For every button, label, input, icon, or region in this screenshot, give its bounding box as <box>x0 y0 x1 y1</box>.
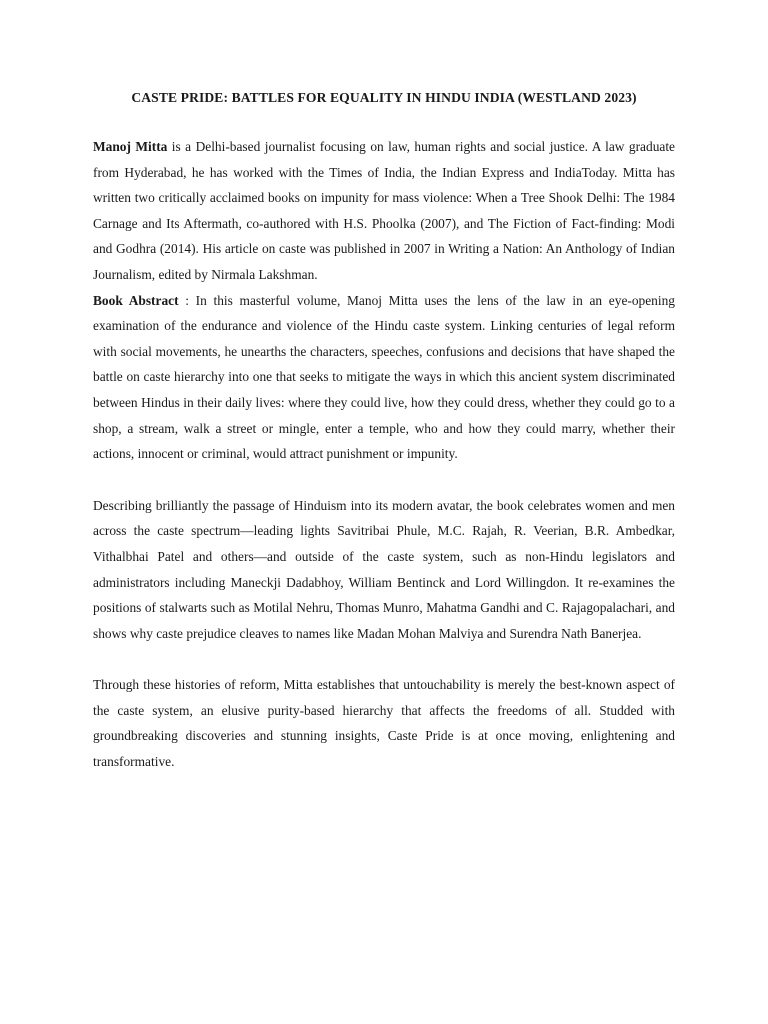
book-abstract-text: : In this masterful volume, Manoj Mitta uses the lens of the law in an eye-opening examination of the endurance and violence of the Hindu caste system. Linking centuries of legal reform with social movements, he unearths the characters, speeches, confusions and decisions that have shaped the battle on caste hierarchy into one that seeks to mitigate the ways in which this ancient system discriminated between Hindus in their daily lives: where they could live, how they could dress, whether they could go to a shop, a stream, walk a street or mingle, enter a temple, who and how they could marry, whether their actions, innocent or criminal, would attract punishment or impunity. <box>93 292 675 462</box>
document-body <box>93 88 675 775</box>
book-abstract-paragraph <box>93 288 675 467</box>
document-title: CASTE PRIDE: BATTLES FOR EQUALITY IN HINDU INDIA (WESTLAND 2023) <box>131 90 637 105</box>
body-paragraph-histories: Through these histories of reform, Mitta establishes that untouchability is merely the best-known aspect of the caste system, an elusive purity-based hierarchy that affects the freedoms of all. Studded with groundbreaking discoveries and stunning insights, Caste Pride is at once moving, enlightening and transformative. <box>93 677 675 770</box>
author-bio-text: is a Delhi-based journalist focusing on law, human rights and social justice. A law graduate from Hyderabad, he has worked with the Times of India, the Indian Express and IndiaToday. Mitta has written two critically acclaimed books on impunity for mass violence: When a Tree Shook Delhi: The 1984 Carnage and Its Aftermath, co-authored with H.S. Phoolka (2007), and The Fiction of Fact-finding: Modi and Godhra (2014). His article on caste was published in 2007 in Writing a Nation: An Anthology of Indian Journalism, edited by Nirmala Lakshman. <box>93 139 675 282</box>
body-paragraph-describing: Describing brilliantly the passage of Hinduism into its modern avatar, the book celebrates women and men across the caste spectrum—leading lights Savitribai Phule, M.C. Rajah, R. Veerian, B.R. Ambedkar, Vithalbhai Patel and others—and outside of the caste system, such as non-Hindu legislators and administrators including Maneckji Dadabhoy, William Bentinck and Lord Willingdon. It re-examines the positions of stalwarts such as Motilal Nehru, Thomas Munro, Mahatma Gandhi and C. Rajagopalachari, and shows why caste prejudice cleaves to names like Madan Mohan Malviya and Surendra Nath Banerjea. <box>93 497 675 641</box>
author-name: Manoj Mitta <box>93 139 168 154</box>
book-abstract-label: Book Abstract <box>93 292 179 308</box>
author-bio-paragraph <box>93 134 675 288</box>
